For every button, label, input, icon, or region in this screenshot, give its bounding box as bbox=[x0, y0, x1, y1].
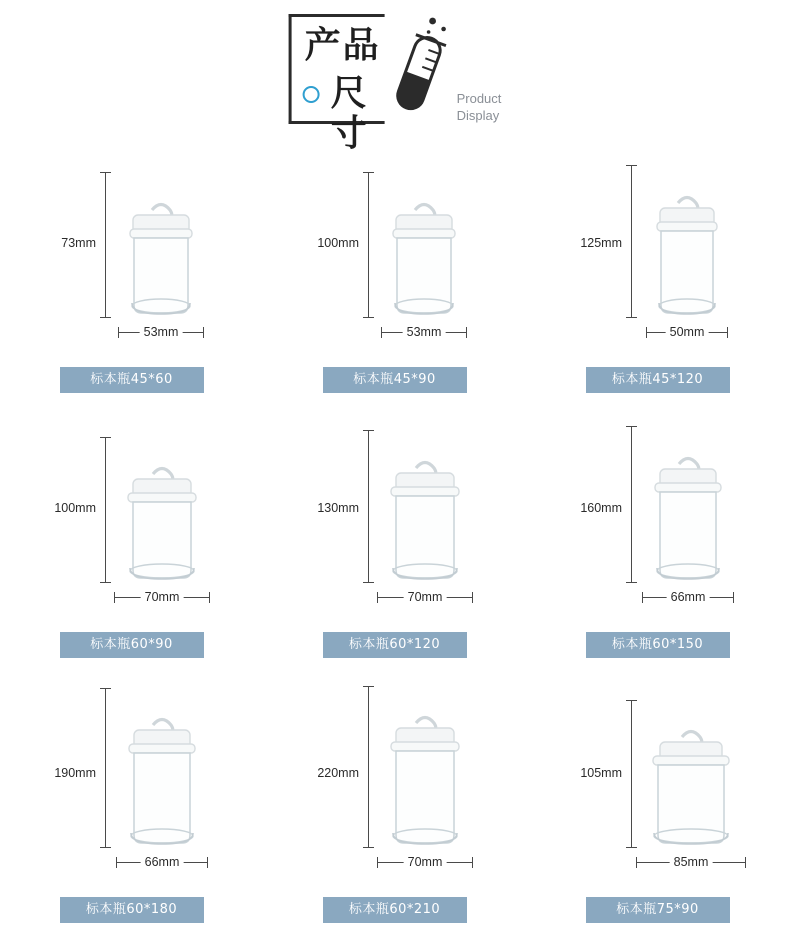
frame-top-edge bbox=[289, 14, 385, 17]
dimension-cap-right bbox=[472, 592, 473, 603]
width-label: 70mm bbox=[404, 590, 447, 604]
header-chinese-title-frame bbox=[289, 14, 385, 154]
height-label: 130mm bbox=[317, 501, 359, 515]
height-dimension-line bbox=[100, 688, 111, 848]
header-english-title bbox=[457, 90, 502, 124]
dimension-cap-top bbox=[626, 426, 637, 427]
height-label: 100mm bbox=[54, 501, 96, 515]
dimension-stroke bbox=[105, 437, 106, 583]
dimension-cap-bottom bbox=[363, 582, 374, 583]
page-header bbox=[0, 0, 790, 154]
product-diagram bbox=[263, 150, 526, 360]
product-cell bbox=[263, 150, 526, 415]
product-row bbox=[0, 150, 790, 415]
dimension-cap-bottom bbox=[626, 582, 637, 583]
specimen-jar-illustration bbox=[116, 708, 208, 848]
dimension-cap-bottom bbox=[363, 847, 374, 848]
dimension-cap-top bbox=[363, 172, 374, 173]
product-caption: 标本瓶60*180 bbox=[60, 897, 204, 923]
dimension-cap-right bbox=[472, 857, 473, 868]
dimension-cap-left bbox=[646, 327, 647, 338]
dimension-cap-left bbox=[118, 327, 119, 338]
width-dimension-line bbox=[377, 857, 473, 868]
product-caption: 标本瓶75*90 bbox=[586, 897, 730, 923]
dimension-cap-right bbox=[727, 327, 728, 338]
width-label: 66mm bbox=[141, 855, 184, 869]
width-label: 53mm bbox=[140, 325, 183, 339]
product-caption: 标本瓶45*90 bbox=[323, 367, 467, 393]
dimension-stroke bbox=[368, 430, 369, 583]
product-cell bbox=[263, 415, 526, 680]
dimension-cap-top bbox=[626, 700, 637, 701]
product-cell bbox=[0, 150, 263, 415]
product-diagram bbox=[526, 415, 789, 625]
dimension-cap-right bbox=[207, 857, 208, 868]
dimension-cap-top bbox=[363, 430, 374, 431]
width-dimension-line bbox=[646, 327, 728, 338]
product-caption: 标本瓶45*60 bbox=[60, 367, 204, 393]
product-diagram bbox=[0, 415, 263, 625]
width-dimension-line bbox=[114, 592, 210, 603]
dimension-cap-bottom bbox=[626, 317, 637, 318]
dimension-cap-right bbox=[745, 857, 746, 868]
dimension-cap-left bbox=[636, 857, 637, 868]
height-dimension-line bbox=[363, 430, 374, 583]
header-en-line2: Display bbox=[456, 108, 500, 123]
dimension-cap-left bbox=[642, 592, 643, 603]
dimension-cap-left bbox=[381, 327, 382, 338]
product-row bbox=[0, 680, 790, 945]
width-label: 50mm bbox=[666, 325, 709, 339]
height-dimension-line bbox=[363, 686, 374, 848]
product-cell bbox=[0, 415, 263, 680]
height-label: 190mm bbox=[54, 766, 96, 780]
specimen-jar-illustration bbox=[118, 193, 204, 318]
specimen-jar-illustration bbox=[636, 720, 746, 848]
dimension-cap-bottom bbox=[100, 317, 111, 318]
specimen-jar-illustration bbox=[381, 193, 467, 318]
height-dimension-line bbox=[100, 172, 111, 318]
product-caption: 标本瓶60*120 bbox=[323, 632, 467, 658]
dimension-cap-right bbox=[733, 592, 734, 603]
width-dimension-line bbox=[642, 592, 734, 603]
width-label: 70mm bbox=[404, 855, 447, 869]
product-cell bbox=[0, 680, 263, 945]
specimen-jar-illustration bbox=[642, 447, 734, 583]
width-label: 70mm bbox=[141, 590, 184, 604]
height-label: 73mm bbox=[61, 236, 96, 250]
dimension-cap-top bbox=[363, 686, 374, 687]
test-tube-icon bbox=[389, 14, 455, 124]
product-row bbox=[0, 415, 790, 680]
width-dimension-line bbox=[381, 327, 467, 338]
product-size-grid bbox=[0, 150, 790, 945]
header-en-line1: Product bbox=[456, 91, 502, 106]
specimen-jar-illustration bbox=[114, 457, 210, 583]
width-dimension-line bbox=[636, 857, 746, 868]
dimension-cap-top bbox=[100, 172, 111, 173]
specimen-jar-illustration bbox=[377, 451, 473, 583]
width-label: 85mm bbox=[670, 855, 713, 869]
height-dimension-line bbox=[626, 165, 637, 318]
product-diagram bbox=[0, 680, 263, 890]
dimension-cap-left bbox=[114, 592, 115, 603]
dimension-cap-bottom bbox=[363, 317, 374, 318]
product-cell bbox=[263, 680, 526, 945]
product-caption: 标本瓶60*150 bbox=[586, 632, 730, 658]
dimension-stroke bbox=[105, 688, 106, 848]
dimension-cap-bottom bbox=[100, 582, 111, 583]
product-diagram bbox=[263, 680, 526, 890]
dimension-cap-left bbox=[377, 592, 378, 603]
dimension-cap-top bbox=[100, 437, 111, 438]
dimension-cap-bottom bbox=[100, 847, 111, 848]
height-label: 125mm bbox=[580, 236, 622, 250]
height-label: 160mm bbox=[580, 501, 622, 515]
product-caption: 标本瓶45*120 bbox=[586, 367, 730, 393]
product-diagram bbox=[0, 150, 263, 360]
dimension-stroke bbox=[368, 172, 369, 318]
header-title-line2: 尺寸 bbox=[330, 73, 369, 154]
accent-circle-icon bbox=[303, 86, 320, 103]
product-diagram bbox=[526, 680, 789, 890]
width-label: 66mm bbox=[667, 590, 710, 604]
dimension-cap-left bbox=[377, 857, 378, 868]
dimension-stroke bbox=[105, 172, 106, 318]
dimension-cap-right bbox=[203, 327, 204, 338]
height-label: 100mm bbox=[317, 236, 359, 250]
product-cell bbox=[526, 150, 789, 415]
height-dimension-line bbox=[626, 426, 637, 583]
product-cell bbox=[526, 680, 789, 945]
height-label: 220mm bbox=[317, 766, 359, 780]
header-logo-group bbox=[289, 14, 502, 154]
product-cell bbox=[526, 415, 789, 680]
dimension-stroke bbox=[631, 700, 632, 848]
dimension-cap-right bbox=[209, 592, 210, 603]
dimension-cap-right bbox=[466, 327, 467, 338]
dimension-stroke bbox=[631, 426, 632, 583]
product-diagram bbox=[526, 150, 789, 360]
product-caption: 标本瓶60*210 bbox=[323, 897, 467, 923]
width-dimension-line bbox=[377, 592, 473, 603]
height-dimension-line bbox=[100, 437, 111, 583]
dimension-stroke bbox=[631, 165, 632, 318]
product-caption: 标本瓶60*90 bbox=[60, 632, 204, 658]
height-dimension-line bbox=[363, 172, 374, 318]
specimen-jar-illustration bbox=[377, 706, 473, 848]
dimension-cap-top bbox=[100, 688, 111, 689]
frame-left-edge bbox=[289, 14, 292, 124]
width-label: 53mm bbox=[403, 325, 446, 339]
product-diagram bbox=[263, 415, 526, 625]
width-dimension-line bbox=[116, 857, 208, 868]
width-dimension-line bbox=[118, 327, 204, 338]
header-title-line1: 产品 bbox=[304, 25, 381, 66]
dimension-cap-top bbox=[626, 165, 637, 166]
height-label: 105mm bbox=[580, 766, 622, 780]
dimension-stroke bbox=[368, 686, 369, 848]
dimension-cap-left bbox=[116, 857, 117, 868]
specimen-jar-illustration bbox=[646, 186, 728, 318]
